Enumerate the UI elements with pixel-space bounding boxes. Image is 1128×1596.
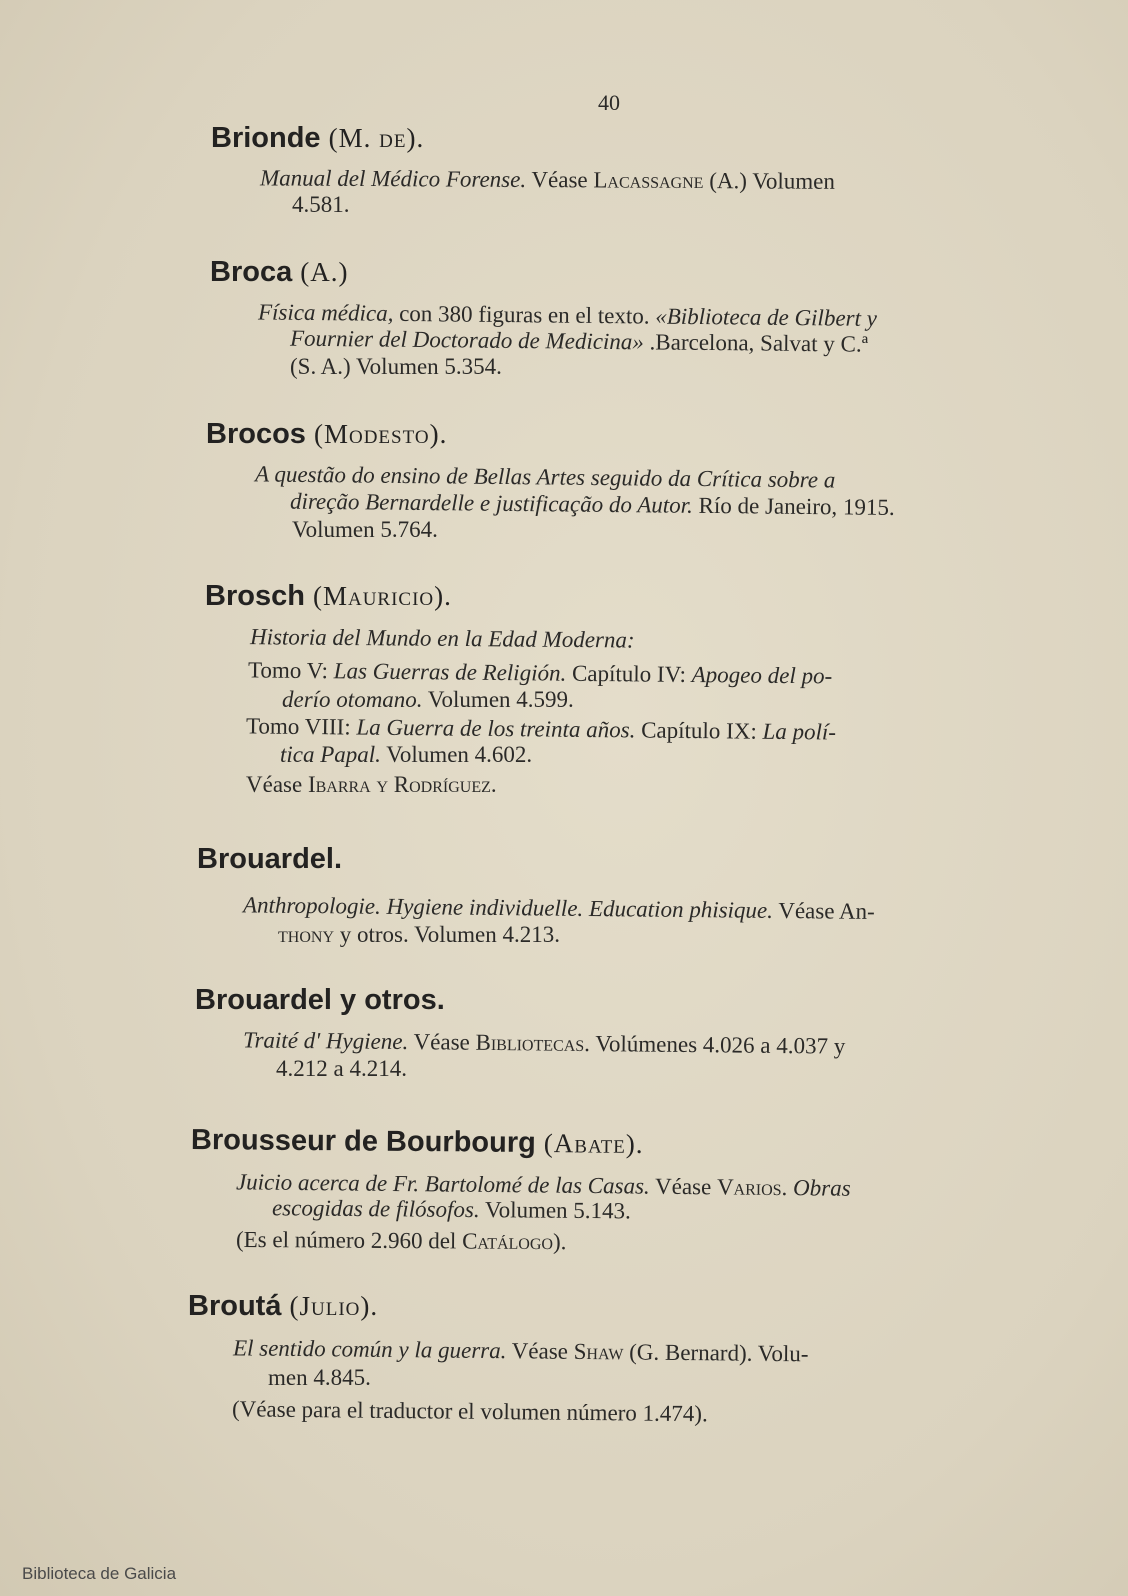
line-text: men 4.845.: [268, 1365, 371, 1390]
line-text: Shaw: [573, 1338, 624, 1365]
entry-heading: [211, 122, 1128, 155]
entry-line: [280, 741, 1128, 769]
entry-name: Broca: [210, 256, 293, 288]
line-text: «Biblioteca de Gilbert y: [655, 303, 878, 331]
entry-name: Brouardel y otros.: [195, 984, 445, 1016]
line-text: Historia del Mundo en la Edad Moderna:: [249, 624, 635, 653]
line-text: con 380 figuras en el texto.: [393, 300, 656, 329]
entry-line: [290, 353, 1128, 381]
line-text: Véase: [506, 1338, 574, 1364]
entry-broca: [0, 256, 1128, 381]
line-text: Anthropologie. Hygiene individuelle. Education phisique.: [242, 892, 774, 923]
line-text: ).: [552, 1229, 567, 1255]
entry-line: [250, 623, 1128, 659]
entry-brosch: [0, 580, 1128, 799]
line-text: Véase: [408, 1029, 476, 1055]
line-text: Capítulo IV:: [566, 660, 692, 688]
line-text: Lacassagne: [593, 167, 704, 194]
entry-brouardel: [0, 843, 1128, 949]
line-text: Manual del Médico Forense.: [259, 165, 527, 192]
line-text: Las Guerras de Religión.: [333, 658, 567, 686]
line-text: Tomo V:: [247, 657, 334, 684]
line-text: Véase: [649, 1173, 718, 1200]
line-text: Obras: [787, 1175, 851, 1201]
line-text: Varios.: [716, 1174, 788, 1201]
page-number: 40: [598, 90, 620, 115]
entry-line: [232, 1395, 1128, 1432]
library-watermark: Biblioteca de Galicia: [22, 1564, 177, 1583]
entry-heading: [197, 843, 1128, 876]
line-text: Física médica,: [257, 299, 394, 326]
entry-heading: [191, 1124, 1128, 1165]
line-text: (S. A.) Volumen 5.354.: [290, 354, 502, 379]
line-text: A questão do ensino de Bellas Artes seguido da Crítica sobre a: [254, 461, 836, 493]
line-text: (A.) Volumen: [703, 168, 835, 194]
line-text: escogidas de filósofos.: [271, 1195, 480, 1223]
entry-qualifier: (M. de).: [328, 123, 425, 153]
entry-qualifier: (A.): [300, 257, 349, 287]
line-text: direção Bernardelle e justificação do Autor.: [289, 488, 693, 518]
line-text: y otros. Volumen 4.213.: [334, 922, 560, 947]
line-text: 4.212 a 4.214.: [276, 1056, 407, 1081]
entry-name: Brouardel.: [197, 843, 343, 875]
entry-line: [236, 1226, 1128, 1260]
entry-line: [268, 1364, 1128, 1392]
line-text: .Barcelona, Salvat y C.ª: [643, 329, 869, 357]
line-text: El sentido común y la guerra.: [232, 1335, 507, 1364]
entry-qualifier: (Modesto).: [313, 419, 448, 449]
line-text: Apogeo del po-: [691, 662, 833, 689]
entry-qualifier: (Abate).: [543, 1128, 644, 1159]
line-text: Capítulo IX:: [635, 717, 763, 744]
line-text: Véase An-: [772, 897, 875, 924]
entry-line: [292, 516, 1128, 544]
entry-heading: [195, 984, 1128, 1017]
entry-line: [282, 686, 1128, 714]
line-text: Volumen 5.143.: [479, 1197, 631, 1224]
entry-line: [246, 771, 1128, 799]
line-text: (G. Bernard). Volu-: [623, 1339, 809, 1367]
line-text: Tomo VIII:: [245, 713, 357, 740]
entry-brionde: [0, 122, 1128, 219]
entry-heading: [206, 418, 1128, 451]
entry-name: Brionde: [211, 122, 321, 154]
entry-name: Broutá: [188, 1290, 282, 1322]
entry-name: Brocos: [206, 418, 306, 450]
entry-line: [292, 191, 1128, 219]
line-text: Fournier del Doctorado de Medicina»: [289, 325, 645, 355]
line-text: La Guerra de los treinta años.: [356, 714, 636, 743]
entry-brouta: [0, 1290, 1128, 1428]
line-text: Véase: [246, 772, 308, 797]
line-text: Volumen 4.602.: [380, 742, 533, 767]
line-text: La polí-: [762, 718, 837, 745]
entry-brocos: [0, 418, 1128, 544]
entry-heading: [188, 1290, 1128, 1323]
entry-qualifier: (Mauricio).: [312, 581, 452, 611]
line-text: Bibliotecas.: [475, 1029, 591, 1056]
line-text: Ibarra y Rodríguez.: [307, 772, 497, 797]
line-text: derío otomano.: [282, 687, 423, 712]
line-text: Catálogo: [462, 1228, 554, 1255]
entry-brouardel-y-otros: [0, 984, 1128, 1083]
line-text: (Es el número 2.960 del: [235, 1226, 463, 1254]
line-text: thony: [278, 922, 334, 947]
line-text: (Véase para el traductor el volumen número 1.474).: [231, 1396, 708, 1427]
entry-heading: [210, 256, 1128, 289]
line-text: Véase: [526, 166, 594, 193]
entry-line: [278, 921, 1128, 949]
entry-brousseur-de-bourbourg: [0, 1124, 1128, 1257]
line-text: Traité d' Hygiene.: [242, 1027, 409, 1055]
entry-line: [276, 1055, 1128, 1083]
entry-qualifier: (Julio).: [289, 1291, 379, 1321]
line-text: Volumen 5.764.: [292, 517, 438, 542]
line-text: tica Papal.: [280, 742, 381, 767]
entry-name: Brosch: [205, 580, 305, 612]
line-text: Juicio acerca de Fr. Bartolomé de las Casas.: [235, 1169, 650, 1199]
line-text: 4.581.: [292, 192, 350, 217]
entry-name: Brousseur de Bourbourg: [190, 1124, 536, 1160]
line-text: Río de Janeiro, 1915.: [692, 492, 895, 520]
line-text: Volumen 4.599.: [422, 687, 574, 712]
line-text: Volúmenes 4.026 a 4.037 y: [589, 1031, 846, 1059]
entry-heading: [205, 580, 1128, 613]
